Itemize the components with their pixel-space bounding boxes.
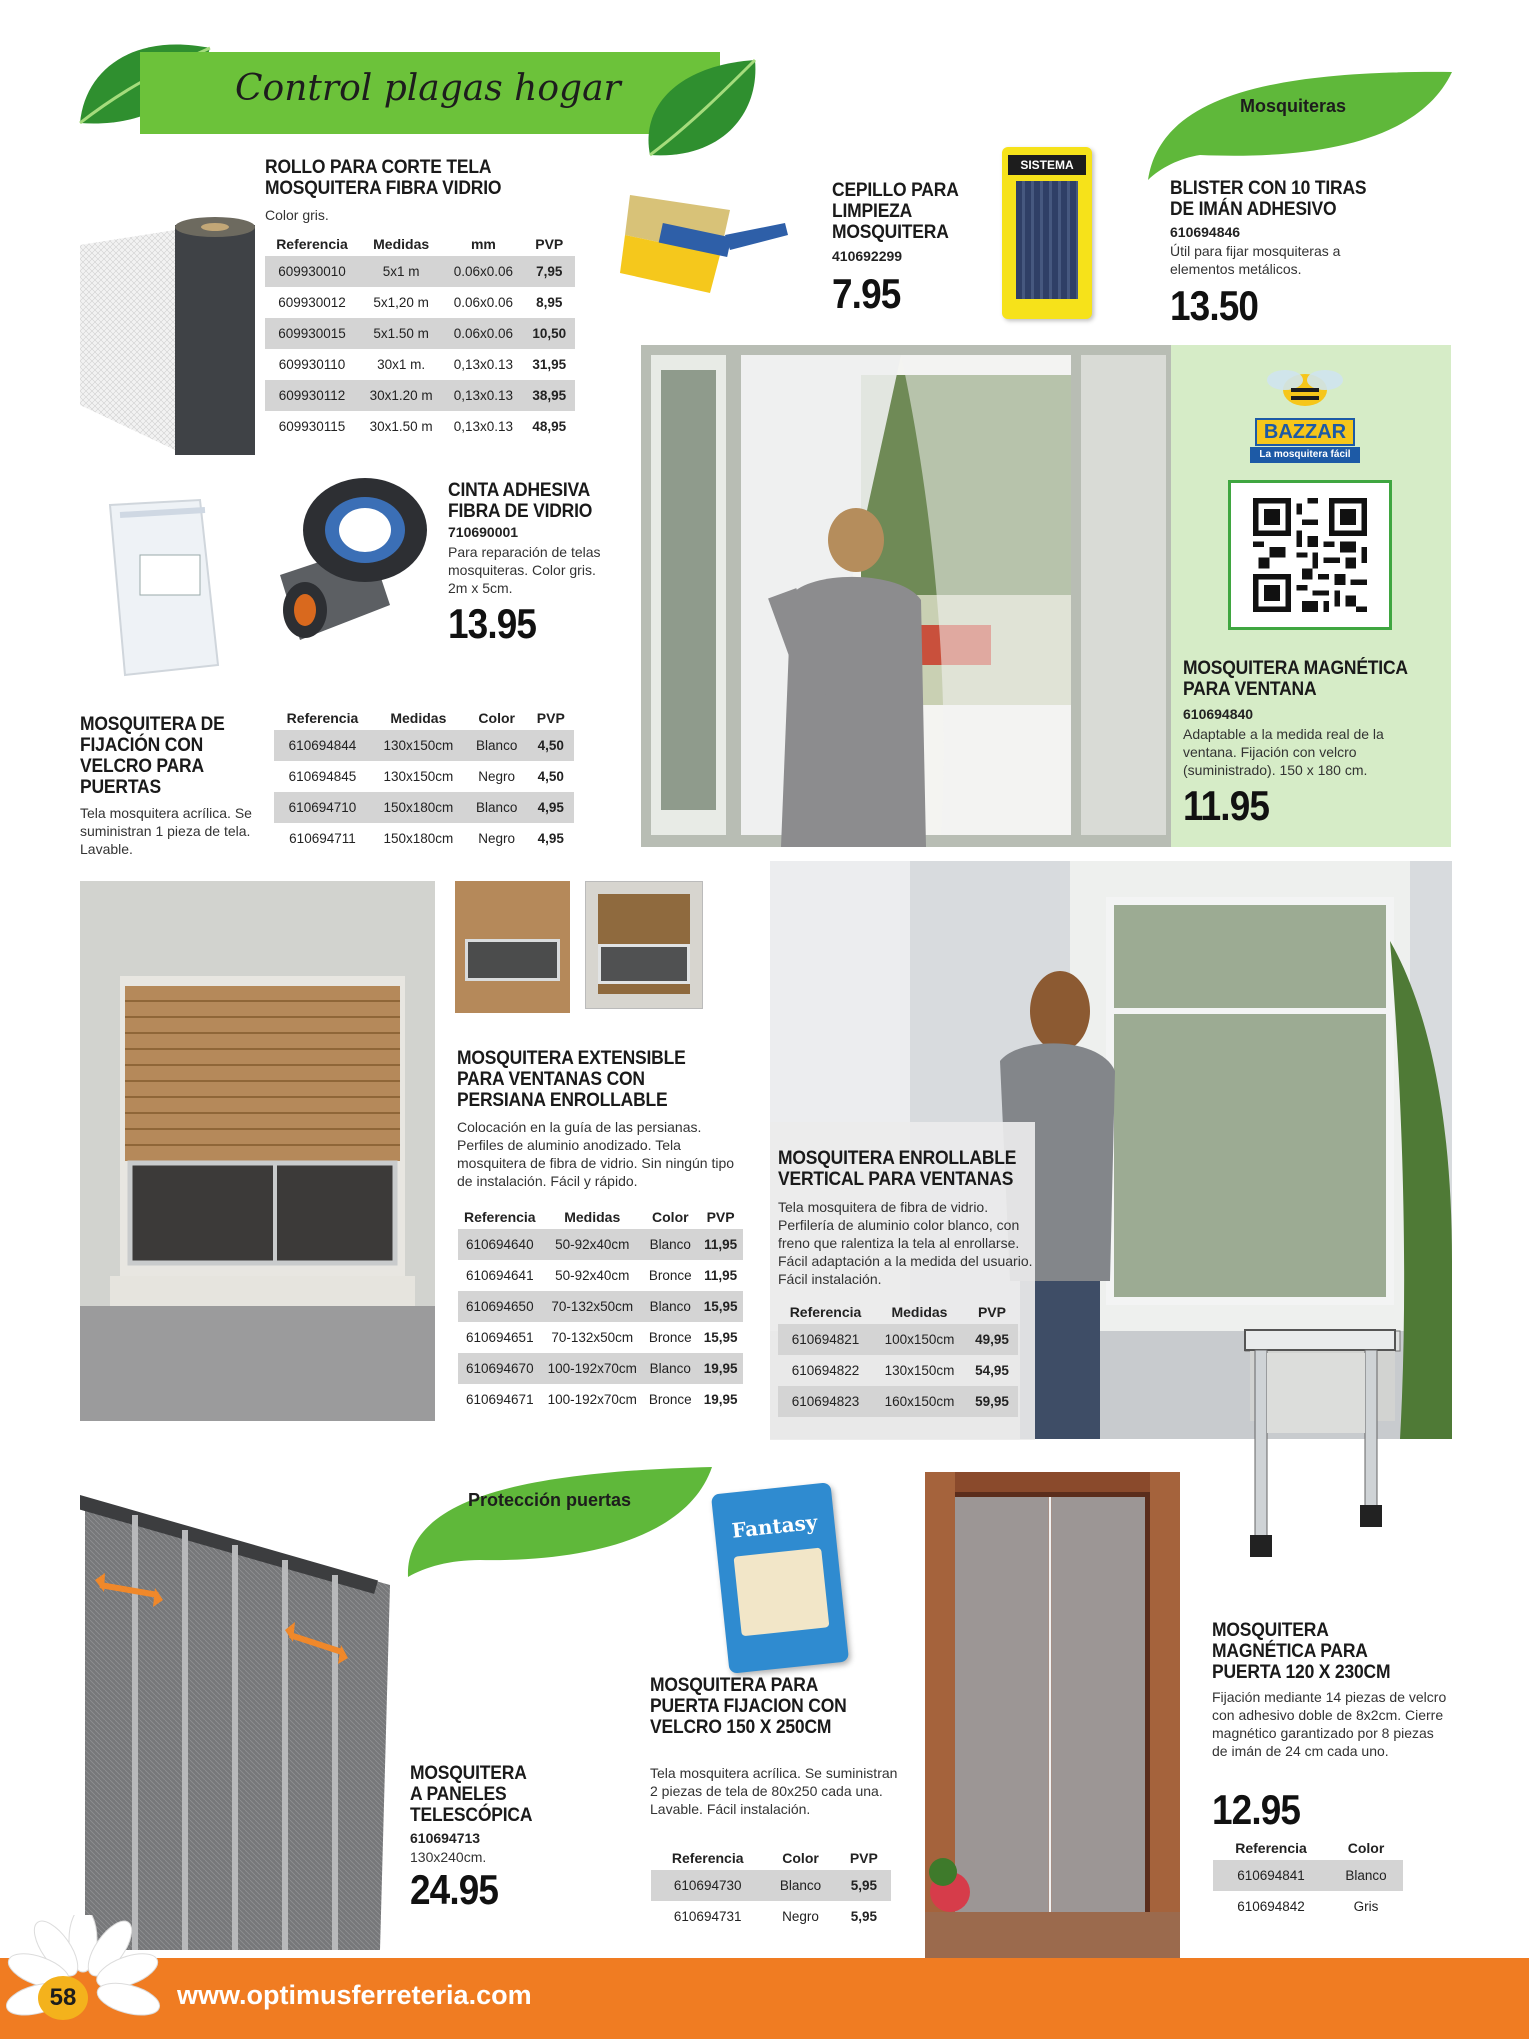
adhesive-tape-image bbox=[280, 475, 440, 650]
table-row: 610694651 70-132x50cm Bronce 15,95 bbox=[466, 1330, 738, 1345]
table-header: Medidas bbox=[564, 1209, 621, 1225]
table-row: 610694650 70-132x50cm Blanco 15,95 bbox=[458, 1291, 743, 1322]
cepillo-price: 7.95 bbox=[832, 270, 901, 317]
table-header: PVP bbox=[977, 1304, 1006, 1320]
table-row: 609930010 5x1 m 0.06x0.06 7,95 bbox=[265, 256, 575, 287]
table-row: 610694710 150x180cm Blanco 4,95 bbox=[274, 792, 574, 823]
blister-desc: Útil para fijar mosquiteras a elementos metálicos. bbox=[1170, 243, 1341, 277]
enrollable-table bbox=[778, 1300, 1018, 1417]
table-header: Color bbox=[782, 1850, 819, 1866]
table-header: Referencia bbox=[789, 1304, 862, 1320]
brush-image bbox=[620, 175, 790, 305]
roller-mechanism-image bbox=[1240, 1325, 1400, 1560]
fantasy-package-label: Fantasy bbox=[730, 1509, 819, 1543]
table-row: 609930015 5x1.50 m 0.06x0.06 10,50 bbox=[265, 318, 575, 349]
website-link[interactable]: www.optimusferreteria.com bbox=[177, 1980, 532, 2010]
page-number: 58 bbox=[38, 1976, 88, 2020]
table-row: 610694844 130x150cm Blanco 4,50 bbox=[274, 730, 574, 761]
table-row: 610694641 50-92x40cm Bronce 11,95 bbox=[466, 1268, 738, 1283]
rollo-table bbox=[265, 232, 575, 442]
magnetica-puerta-title: MOSQUITERA MAGNÉTICA PARA PUERTA 120 X 230CM bbox=[1212, 1620, 1391, 1683]
bazzar-logo: BAZZAR bbox=[1255, 418, 1355, 446]
cepillo-title: CEPILLO PARA LIMPIEZA MOSQUITERA bbox=[832, 180, 958, 243]
table-header: Medidas bbox=[373, 236, 430, 252]
blister-pack-label: SISTEMA bbox=[1008, 155, 1086, 175]
table-row: 610694841 Blanco bbox=[1213, 1860, 1403, 1891]
paneles-desc: 130x240cm. bbox=[410, 1849, 487, 1865]
qr-code bbox=[1228, 480, 1392, 630]
table-row: 610694823 160x150cm 59,95 bbox=[778, 1386, 1018, 1417]
table-header: Referencia bbox=[464, 1209, 536, 1225]
table-row: 609930112 30x1.20 m 0,13x0.13 38,95 bbox=[265, 380, 575, 411]
cinta-price: 13.95 bbox=[448, 600, 537, 647]
magnetic-door-photo bbox=[925, 1472, 1180, 1958]
magnetica-ventana-title: MOSQUITERA MAGNÉTICA PARA VENTANA bbox=[1183, 658, 1408, 700]
table-row: 609930115 30x1.50 m 0,13x0.13 48,95 bbox=[278, 419, 567, 434]
table-row: 610694640 50-92x40cm Blanco 11,95 bbox=[458, 1229, 743, 1260]
leaf-decoration-right bbox=[640, 55, 765, 165]
cinta-title: CINTA ADHESIVA FIBRA DE VIDRIO bbox=[448, 480, 593, 522]
enrollable-desc: Tela mosquitera de fibra de vidrio. Perfilería de aluminio color blanco, con freno que ralentiza la tela al enrollarse. Fácil adaptación a la medida del usuario. Fácil instalación. bbox=[778, 1199, 1033, 1287]
paneles-title: MOSQUITERA A PANELES TELESCÓPICA bbox=[410, 1763, 533, 1826]
velcro-puertas-table bbox=[274, 706, 574, 854]
table-row: 610694842 Gris bbox=[1237, 1899, 1379, 1914]
table-header: mm bbox=[470, 236, 496, 252]
fantasy-package-image bbox=[711, 1482, 849, 1674]
window-curtain-photo bbox=[641, 345, 1171, 847]
enrollable-title: MOSQUITERA ENROLLABLE VERTICAL PARA VENTANAS bbox=[778, 1148, 1017, 1190]
table-row: 610694821 100x150cm 49,95 bbox=[778, 1324, 1018, 1355]
table-header: Color bbox=[1347, 1840, 1385, 1856]
puerta-velcro-desc: Tela mosquitera acrílica. Se suministran 2 piezas de tela de 80x250 cada una. Lavable. Fácil instalación. bbox=[650, 1765, 898, 1817]
cinta-desc: Para reparación de telas mosquiteras. Color gris. 2m x 5cm. bbox=[448, 544, 601, 596]
mosquiteras-leaf bbox=[1140, 60, 1455, 185]
table-row: 610694731 Negro 5,95 bbox=[673, 1909, 877, 1924]
mesh-roll-image bbox=[80, 205, 260, 455]
table-row: 610694730 Blanco 5,95 bbox=[651, 1870, 891, 1901]
cinta-ref: 710690001 bbox=[448, 524, 519, 540]
cepillo-ref: 410692299 bbox=[832, 248, 903, 264]
proteccion-leaf bbox=[400, 1462, 715, 1582]
extensible-title: MOSQUITERA EXTENSIBLE PARA VENTANAS CON PERSIANA ENROLLABLE bbox=[457, 1048, 686, 1111]
blister-title: BLISTER CON 10 TIRAS DE IMÁN ADHESIVO bbox=[1170, 178, 1367, 220]
wasp-mascot-icon bbox=[1255, 360, 1355, 420]
puerta-velcro-table bbox=[651, 1846, 891, 1932]
daisy-flower-icon bbox=[0, 1915, 165, 2039]
mosquiteras-heading: Mosquiteras bbox=[1240, 96, 1347, 116]
magnetica-puerta-desc: Fijación mediante 14 piezas de velcro con adhesivo doble de 8x2cm. Cierre magnético garantizado por 8 piezas de imán de 24 cm cada uno. bbox=[1212, 1689, 1447, 1759]
magnetica-puerta-price: 12.95 bbox=[1212, 1786, 1301, 1833]
velcro-puertas-title: MOSQUITERA DE FIJACIÓN CON VELCRO PARA PUERTAS bbox=[80, 714, 225, 798]
telescopic-panels-image bbox=[80, 1490, 400, 1950]
window-thumbnail-2 bbox=[585, 881, 703, 1009]
magnetica-ventana-price: 11.95 bbox=[1183, 782, 1270, 829]
blister-price: 13.50 bbox=[1170, 282, 1259, 329]
table-header: Color bbox=[478, 710, 515, 726]
table-header: Referencia bbox=[276, 236, 348, 252]
table-row: 610694845 130x150cm Negro 4,50 bbox=[288, 769, 564, 784]
table-row: 609930012 5x1,20 m 0.06x0.06 8,95 bbox=[278, 295, 563, 310]
table-row: 609930110 30x1 m. 0,13x0.13 31,95 bbox=[278, 357, 567, 372]
magnetica-ventana-ref: 610694840 bbox=[1183, 706, 1254, 722]
table-header: PVP bbox=[535, 236, 564, 252]
paneles-price: 24.95 bbox=[410, 1866, 499, 1913]
magnetica-puerta-table bbox=[1213, 1836, 1403, 1922]
table-header: Medidas bbox=[891, 1304, 948, 1320]
table-header: Referencia bbox=[286, 710, 359, 726]
rollo-title: ROLLO PARA CORTE TELA MOSQUITERA FIBRA VIDRIO bbox=[265, 157, 502, 199]
table-header: Referencia bbox=[671, 1850, 744, 1866]
table-header: Referencia bbox=[1235, 1840, 1307, 1856]
extensible-desc: Colocación en la guía de las persianas. Perfiles de aluminio anodizado. Tela mosquitera de fibra de vidrio. Sin ningún tipo de instalación. Fácil y rápido. bbox=[457, 1119, 735, 1189]
table-header: Color bbox=[652, 1209, 689, 1225]
mesh-package-image bbox=[100, 495, 230, 680]
table-row: 610694671 100-192x70cm Bronce 19,95 bbox=[466, 1392, 738, 1407]
extensible-table bbox=[458, 1205, 743, 1415]
proteccion-heading: Protección puertas bbox=[468, 1490, 632, 1510]
table-row: 610694822 130x150cm 54,95 bbox=[791, 1363, 1009, 1378]
puerta-velcro-title: MOSQUITERA PARA PUERTA FIJACION CON VELCRO 150 X 250CM bbox=[650, 1675, 847, 1738]
table-row: 610694670 100-192x70cm Blanco 19,95 bbox=[458, 1353, 743, 1384]
table-header: PVP bbox=[536, 710, 565, 726]
paneles-ref: 610694713 bbox=[410, 1830, 481, 1846]
window-thumbnail-1 bbox=[455, 881, 570, 1013]
bazzar-tagline: La mosquitera fácil bbox=[1250, 447, 1360, 463]
page-title: Control plagas hogar bbox=[235, 68, 621, 109]
blister-pack-image bbox=[1002, 147, 1092, 319]
shutter-window-photo bbox=[80, 881, 435, 1421]
velcro-puertas-desc: Tela mosquitera acrílica. Se suministran 1 pieza de tela. Lavable. bbox=[80, 805, 252, 857]
blister-ref: 610694846 bbox=[1170, 224, 1241, 240]
magnetica-ventana-desc: Adaptable a la medida real de la ventana. Fijación con velcro (suministrado). 150 x 180 cm. bbox=[1183, 726, 1384, 778]
table-row: 610694711 150x180cm Negro 4,95 bbox=[289, 831, 564, 846]
table-header: PVP bbox=[849, 1850, 878, 1866]
table-header: Medidas bbox=[390, 710, 447, 726]
table-header: PVP bbox=[706, 1209, 735, 1225]
rollo-desc: Color gris. bbox=[265, 207, 329, 223]
